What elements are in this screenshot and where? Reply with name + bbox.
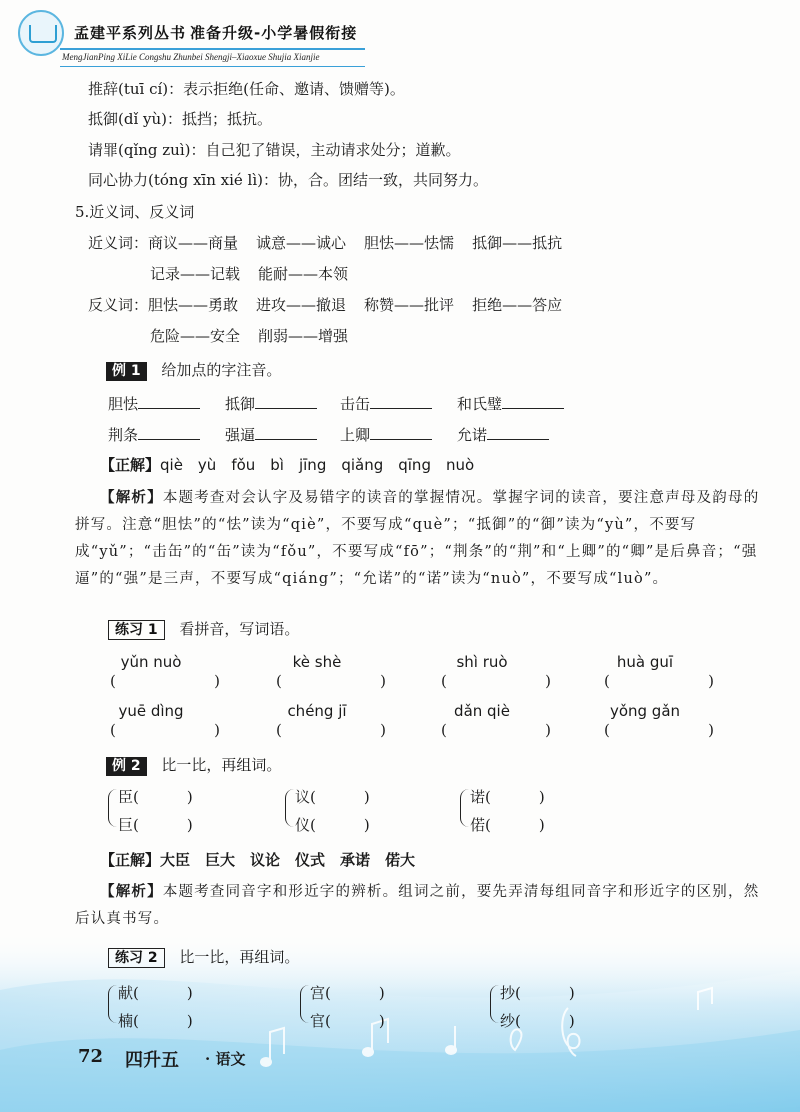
section-5-title: 5.近义词、反义词 [75,203,195,221]
example-1-tag: 例 1 [106,362,147,381]
question-word: 荆条 [108,426,139,444]
antonyms-label: 反义词： [88,296,149,314]
compare-item[interactable]: 诺( ) [470,788,545,806]
pinyin-prompt: yǒng gǎn [609,702,681,720]
header-rule-bottom [60,66,365,67]
word-compare-group [490,982,630,1030]
exercise-2-tag: 练习 2 [108,948,165,968]
compare-item[interactable]: 宫( ) [310,984,385,1002]
answer-label: 【正解】 [100,456,161,474]
word-compare-group [108,786,228,834]
pinyin-question-item [225,425,317,445]
book-logo-icon [18,10,64,56]
word-compare-group [300,982,440,1030]
example-2-tag: 例 2 [106,757,147,776]
compare-item[interactable]: 抄( ) [500,984,575,1002]
example-1-header [106,360,281,381]
example-2-analysis [75,878,765,933]
brace-icon [460,789,469,827]
antonym-pair: 称赞——批评 [364,296,455,314]
answer-blank[interactable] [487,425,549,440]
compare-item[interactable]: 仪( ) [295,816,370,834]
definition-2: 抵御(dǐ yù)：抵挡；抵抗。 [88,110,273,128]
synonym-pair: 诚意——诚心 [256,234,347,252]
answer-label: 【正解】 [100,851,161,869]
workbook-page: 孟建平系列丛书 准备升级-小学暑假衔接 MengJianPing XiLie Congshu Zhunbei Shengji–Xiaoxue Shujia Xianjie 推辞(tuī cí)：表示拒绝(任命、邀请、馈赠等)。 抵御(dǐ yù)：抵挡；抵抗。 请罪(qǐng zuì)：自己犯了错误，主动请求处分；道歉。 同心协力(tóng xīn xié lì)：协，合。团结一致，共同努力。 5.近义词、反义词 近义词：商议——商量 诚意——诚心 胆怯——怯懦 抵御——抵抗 记录——记载 能耐——本领 反义词：胆怯——勇敢 进攻——撤退 称赞——批评 拒绝——答应 危险——安全 削弱——增强 例 1 给加点的字注音。 胆怯 抵御 击缶 和氏璧 荆条 强逼 上卿 允诺 【正解】qiè yù fǒu bì jīng qiǎng qīng nuò 【解析】本题考查对会认字及易错字的读音的掌握情况。掌握字词的读音，要注意声母及韵母的拼写。注意“胆怯”的“怯”读为“qiè”，不要写成“què”；“抵御”的“御”读为“yù”，不要写成“yǔ”；“击缶”的“缶”读为“fǒu”，不要写成“fō”；“荆条”的“荆”和“上卿”的“卿”是后鼻音；“强逼”的“强”是三声，不要写成“qiáng”；“允诺”的“诺”读为“nuò”，不要写成“luò”。 练习 1 看拼音，写词语。 yǔn nuò kè shè shì ruò huà guī ( ) ( ) ( ) ( ) yuē dìng chéng jī dǎn qiè yǒng gǎn ( ) ( ) ( ) ( ) 例 2 比一比，再组词。 臣( ) 巨( ) 议( ) 仪( ) 诺( ) 偌( ) 【正解】大臣 巨大 议论 仪式 承诺 偌大 【解析】本题考查同音字和形近字的辨析。组词之前，要先弄清每组同音字和形近字的区别，然后认真书写。 练习 2 比一比，再组词。 献( ) 楠( ) 宫( ) 官( ) 抄( ) 纱( ) 72 四升五 · 语文 [0,0,800,1112]
pinyin-question-item [108,394,200,414]
page-number: 72 [78,1046,104,1067]
example-1-analysis [75,484,765,593]
footer-subject: · 语文 [205,1050,246,1068]
analysis-text: 本题考查同音字和形近字的辨析。组词之前，要先弄清每组同音字和形近字的区别，然后认真书写。 [75,884,760,927]
definition-1: 推辞(tuī cí)：表示拒绝(任命、邀请、馈赠等)。 [88,80,405,98]
antonym-pair: 削弱——增强 [258,327,349,345]
synonym-pair: 胆怯——怯懦 [364,234,455,252]
answer-blank[interactable] [370,425,432,440]
antonym-pair: 胆怯——勇敢 [148,296,239,314]
word-compare-group [108,982,248,1030]
compare-item[interactable]: 巨( ) [118,816,193,834]
pinyin-prompt: yuē dìng [118,702,184,720]
exercise-2-prompt: 比一比，再组词。 [179,948,300,966]
synonyms-row-1 [88,233,580,253]
pinyin-question-item [340,394,432,414]
analysis-label: 【解析】 [100,489,163,506]
definition-4: 同心协力(tóng xīn xié lì)：协，合。团结一致，共同努力。 [88,171,488,189]
question-word: 允诺 [457,426,488,444]
word-compare-group [460,786,580,834]
brace-icon [108,789,117,827]
book-title: 准备升级-小学暑假衔接 [190,24,358,42]
definition-3: 请罪(qǐng zuì)：自己犯了错误，主动请求处分；道歉。 [88,141,461,159]
pinyin-question-item [225,394,317,414]
example-2-answer [100,850,415,870]
pinyin-question-item [340,425,432,445]
pinyin-prompt: chéng jī [287,702,347,720]
analysis-label: 【解析】 [100,883,163,900]
exercise-1-prompt: 看拼音，写词语。 [179,620,300,638]
pinyin-prompt: kè shè [292,653,342,671]
answer-text: 大臣 巨大 议论 仪式 承诺 偌大 [160,851,416,869]
question-word: 抵御 [225,395,256,413]
synonym-pair: 能耐——本领 [258,265,349,283]
exercise-2-header [108,947,299,968]
exercise-1-header [108,619,299,640]
example-2-prompt: 比一比，再组词。 [161,756,282,774]
exercise-1-tag: 练习 1 [108,620,165,640]
synonyms-label: 近义词： [88,234,149,252]
question-word: 胆怯 [108,395,139,413]
compare-item[interactable]: 议( ) [295,788,370,806]
compare-item[interactable]: 楠( ) [118,1012,193,1030]
example-1-prompt: 给加点的字注音。 [161,361,282,379]
footer-brand: 四升五 [125,1050,179,1071]
antonym-pair: 危险——安全 [150,327,241,345]
answer-blank[interactable] [138,394,200,409]
compare-item[interactable]: 纱( ) [500,1012,575,1030]
antonym-pair: 进攻——撤退 [256,296,347,314]
pinyin-question-item [457,425,549,445]
answer-blank[interactable] [502,394,564,409]
question-word: 击缶 [340,395,371,413]
example-2-header [106,755,281,776]
antonyms-row-1 [88,295,580,315]
pinyin-prompt: shì ruò [456,653,508,671]
pinyin-question-item [457,394,564,414]
word-compare-group [285,786,405,834]
answer-blank[interactable] [138,425,200,440]
series-pinyin: MengJianPing XiLie Congshu Zhunbei Shengji–Xiaoxue Shujia Xianjie [62,52,320,62]
antonyms-row-2 [150,326,366,346]
synonym-pair: 抵御——抵抗 [472,234,563,252]
question-word: 强逼 [225,426,256,444]
brace-icon [285,789,294,827]
series-title: 孟建平系列丛书 [74,24,187,42]
pinyin-prompt: yǔn nuò [120,653,182,671]
synonym-pair: 记录——记载 [150,265,241,283]
brace-icon [300,985,309,1023]
synonym-pair: 商议——商量 [148,234,239,252]
brace-icon [490,985,499,1023]
answer-blank[interactable] [370,394,432,409]
header-rule [60,48,365,50]
brace-icon [108,985,117,1023]
question-word: 和氏璧 [457,395,503,413]
pinyin-prompt: huà guī [616,653,674,671]
page-header [0,0,800,72]
compare-item[interactable]: 献( ) [118,984,193,1002]
answer-blank[interactable] [255,425,317,440]
answer-text: qiè yù fǒu bì jīng qiǎng qīng nuò [160,456,475,474]
answer-blank[interactable] [255,394,317,409]
analysis-text: 本题考查对会认字及易错字的读音的掌握情况。掌握字词的读音，要注意声母及韵母的拼写。注意“胆怯”的“怯”读为“qiè”，不要写成“què”；“抵御”的“御”读为“yù”，不要写成“yǔ”；“击缶”的“缶”读为“fǒu”，不要写成“fō”；“荆条”的“荆”和“上卿”的“卿”是后鼻音；“强逼”的“强”是三声，不要写成“qiáng”；“允诺”的“诺”读为“nuò”，不要写成“luò”。 [75,490,760,587]
pinyin-question-item [108,425,200,445]
antonym-pair: 拒绝——答应 [472,296,563,314]
compare-item[interactable]: 官( ) [310,1012,385,1030]
compare-item[interactable]: 偌( ) [470,816,545,834]
synonyms-row-2 [150,264,366,284]
pinyin-prompt: dǎn qiè [454,702,510,720]
compare-item[interactable]: 臣( ) [118,788,193,806]
example-1-answer [100,455,474,475]
question-word: 上卿 [340,426,371,444]
